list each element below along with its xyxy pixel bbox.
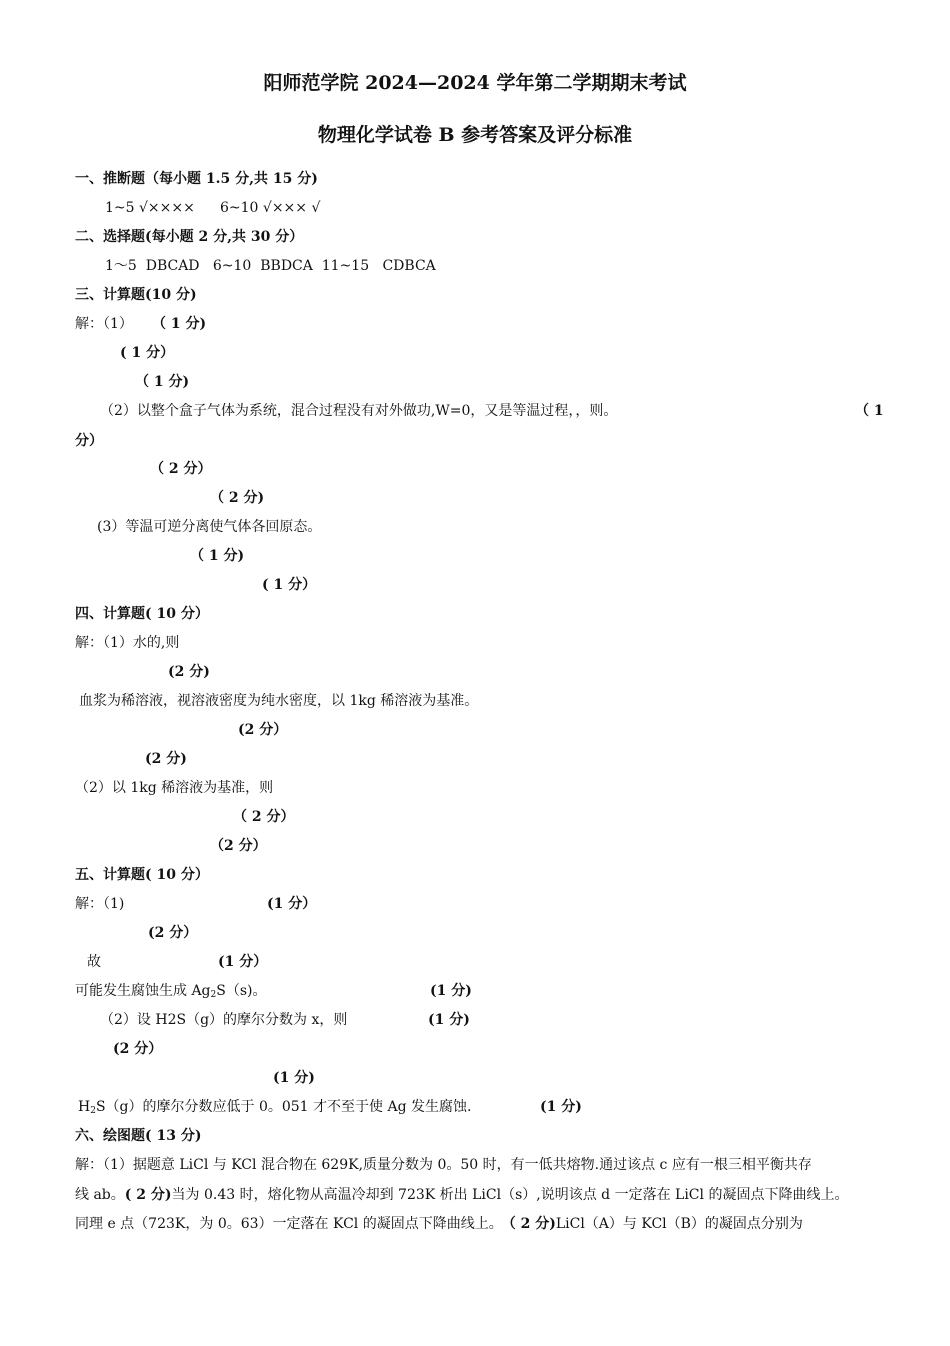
section-5-therefore: 故: [87, 954, 101, 970]
section-4-points: （ 2 分）: [233, 809, 295, 825]
section-6-points: （ 2 分): [508, 1216, 556, 1232]
section-5-points: (1 分): [540, 1099, 582, 1115]
section-4-part-2: （2）以 1kg 稀溶液为基准，则: [75, 780, 274, 796]
section-5-corrosion-line: [75, 982, 267, 1004]
section-5-points: (2 分）: [148, 925, 198, 941]
section-4-heading: 四、计算题( 10 分）: [75, 606, 209, 622]
section-4-points: (2 分): [168, 664, 210, 680]
section-4-text: 血浆为稀溶液，视溶液密度为纯水密度，以 1kg 稀溶液为基准。: [79, 693, 479, 709]
section-3-points: （ 2 分）: [150, 461, 212, 477]
section-5-corrosion-text-end: S（s)。: [216, 983, 267, 999]
section-5-points: (1 分）: [218, 954, 268, 970]
section-4-points: (2 分): [145, 751, 187, 767]
answer-key-title: 物理化学试卷 B 参考答案及评分标准: [317, 124, 633, 146]
section-3-heading: 三、计算题(10 分): [75, 287, 197, 303]
section-4-points: （2 分）: [210, 838, 267, 854]
section-5-points: (1 分): [273, 1070, 315, 1086]
section-6-text: 同理 e 点（723K，为 0。63）一定落在 KCl 的凝固点下降曲线上。: [75, 1216, 503, 1232]
section-5-points: (1 分）: [267, 896, 317, 912]
section-5-corrosion-text: 可能发生腐蚀生成 Ag: [75, 983, 211, 999]
section-1-answers-b: 6~10 √××× √: [220, 200, 321, 216]
section-3-points: （ 1: [855, 403, 884, 419]
section-5-conclusion-text-end: S（g）的摩尔分数应低于 0。051 才不至于使 Ag 发生腐蚀.: [95, 1099, 472, 1115]
section-5-points: (1 分): [428, 1012, 470, 1028]
section-6-heading: 六、绘图题( 13 分): [75, 1128, 202, 1144]
section-5-points: (2 分）: [113, 1041, 163, 1057]
section-4-points: (2 分）: [238, 722, 288, 738]
section-2-answers: 1～5 DBCAD 6~10 BBDCA 11~15 CDBCA: [105, 258, 436, 274]
section-3-solution-label: 解：（1）: [75, 316, 133, 332]
section-1-heading: 一、推断题（每小题 1.5 分,共 15 分): [75, 171, 318, 187]
section-6-text: 当为 0.43 时，熔化物从高温冷却到 723K 析出 LiCl（s）,说明该点 d 一定落在 LiCl 的凝固点下降曲线上。: [171, 1187, 849, 1203]
exam-title: 阳师范学院 2024—2024 学年第二学期期末考试: [263, 72, 687, 94]
section-6-line-3: [75, 1215, 803, 1233]
section-6-text: 线 ab。: [75, 1187, 125, 1203]
section-3-points: ( 1 分）: [120, 345, 175, 361]
section-5-conclusion-text: H: [78, 1099, 91, 1115]
section-6-line-1: 解：（1）据题意 LiCl 与 KCl 混合物在 629K,质量分数为 0。50 时，有一低共熔物.通过该点 c 应有一根三相平衡共存: [75, 1157, 812, 1173]
section-5-solution-label: 解：（1): [75, 896, 125, 912]
section-3-points: （ 1 分): [152, 316, 207, 332]
section-2-heading: 二、选择题(每小题 2 分,共 30 分）: [75, 229, 304, 245]
subscript: 2: [210, 990, 217, 1000]
section-1-answers-a: 1~5 √××××: [105, 200, 195, 216]
section-5-conclusion-line: [78, 1098, 471, 1120]
section-3-points: （ 2 分): [210, 490, 265, 506]
section-3-points: ( 1 分）: [262, 577, 317, 593]
section-5-heading: 五、计算题( 10 分）: [75, 867, 209, 883]
subscript: 2: [90, 1106, 96, 1116]
section-3-part-3: (3）等温可逆分离使气体各回原态。: [97, 519, 322, 535]
section-6-line-2: [75, 1186, 848, 1204]
section-3-part-2: （2）以整个盒子气体为系统，混合过程没有对外做功,W=0，又是等温过程，，则。: [100, 403, 618, 419]
section-5-part-2: （2）设 H2S（g）的摩尔分数为 x，则: [100, 1012, 348, 1028]
section-3-points: 分）: [75, 433, 103, 449]
section-5-points: (1 分): [430, 983, 472, 999]
section-3-points: （ 1 分): [190, 548, 245, 564]
section-3-points: （ 1 分): [135, 374, 190, 390]
section-6-points: ( 2 分): [124, 1187, 172, 1203]
section-4-part-1: 解：（1）水的,则: [75, 635, 180, 651]
section-6-text: LiCl（A）与 KCl（B）的凝固点分别为: [555, 1216, 803, 1232]
